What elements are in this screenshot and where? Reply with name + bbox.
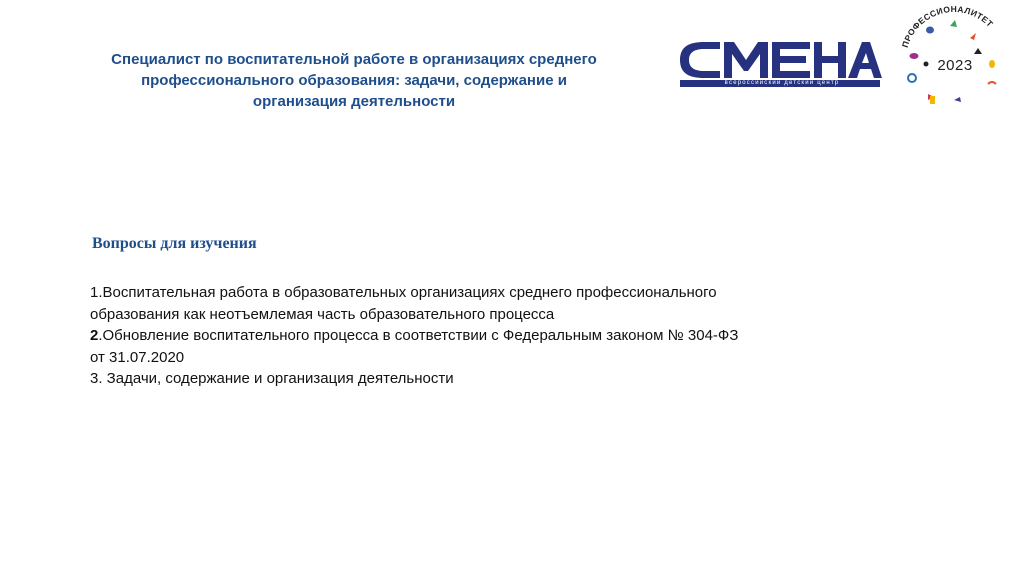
professionalitet-arc-text: ПРОФЕССИОНАЛИТЕТ [899,4,996,49]
slide-title-line-1: Специалист по воспитательной работе в организациях среднего [111,51,597,68]
question-item-3 [90,368,860,390]
question-item-2-continued: от 31.07.2020 [90,348,185,366]
slide-title [78,49,630,112]
question-text: .Обновление воспитательного процесса в соответствии с Федеральным законом № 304-ФЗ [98,327,739,344]
question-text: Воспитательная работа в образовательных организациях среднего профессионального [102,284,717,301]
question-item-1-continued: образования как неотъемлемая часть образовательного процесса [90,305,555,323]
leaf-icon [950,20,957,27]
ring-icon [908,74,916,82]
question-number: 3. [90,370,103,387]
professionalitet-year-text: 2023 [937,57,973,74]
svg-text:ПРОФЕССИОНАЛИТЕТ [900,4,996,49]
section-heading: Вопросы для изучения [92,235,257,252]
question-item-2 [90,325,860,347]
petal-icon [910,53,919,59]
question-number: 1. [90,284,103,301]
slide-title-line-2: профессионального образования: задачи, содержание и [141,72,567,89]
professionalitet-year [935,57,975,75]
shard-icon [970,33,976,40]
bar-icon [930,96,935,104]
smena-logo-subtitle: всероссийский детский центр [724,80,840,86]
slide-title-line-3: организация деятельности [252,93,456,110]
drop-icon [989,60,995,68]
wedge-icon [954,97,961,102]
questions-list [90,282,860,390]
spike-icon [974,48,982,54]
small-dot-icon [924,62,929,67]
arc-icon [988,82,996,84]
shape-dot-icon [926,27,934,34]
question-item-1 [90,282,860,304]
smena-logo [676,36,882,88]
question-text: Задачи, содержание и организация деятельности [102,370,454,387]
question-number: 2 [90,327,99,344]
